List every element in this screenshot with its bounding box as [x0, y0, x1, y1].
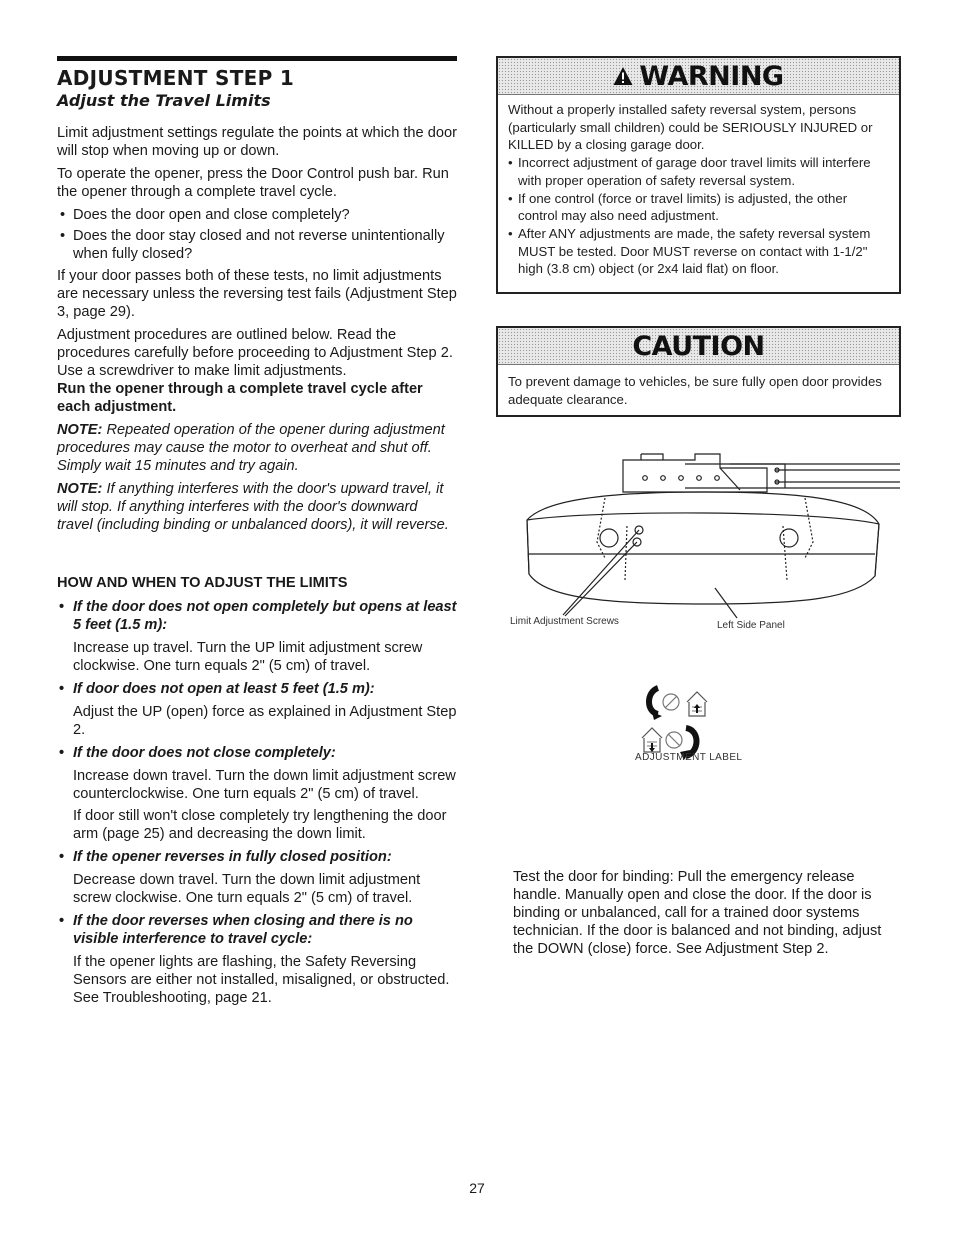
- case-text: If the opener lights are flashing, the Safety Reversing Sensors are either not installed, misaligned, or obstructed. See Troubleshooting, page 21.: [73, 954, 450, 1006]
- list-item: • Does the door stay closed and not reverse unintentionally when fully closed?: [57, 227, 457, 263]
- intro-paragraph: Limit adjustment settings regulate the points at which the door will stop when moving up or down.: [57, 125, 457, 159]
- case-title: • If the door reverses when closing and there is no visible interference to travel cycle:: [57, 912, 457, 948]
- case-reverses-closed: [57, 848, 457, 907]
- procedures-paragraph: Adjustment procedures are outlined below. Read the procedures carefully before proceeding to Adjustment Step 2. Use a screwdriver to make limit adjustments.: [57, 327, 453, 379]
- case-title: • If the door does not close completely:: [57, 744, 457, 762]
- warning-banner: [498, 58, 899, 95]
- adjustment-label-caption: ADJUSTMENT LABEL: [635, 752, 743, 763]
- note-overheat: [57, 421, 457, 475]
- list-item: • After ANY adjustments are made, the safety reversal system MUST be tested. Door MUST reverse on contact with 1-1/2" high (3.8 cm) object (or 2x4 laid flat) on floor.: [508, 225, 889, 278]
- case-text: Increase up travel. Turn the UP limit adjustment screw clockwise. One turn equals 2" (5 cm) of travel.: [73, 640, 423, 674]
- up-adjustment-icon: [649, 688, 707, 720]
- caution-text: [498, 365, 899, 408]
- caution-heading: CAUTION: [632, 330, 765, 362]
- opener-diagram: [505, 440, 905, 640]
- operate-paragraph: To operate the opener, press the Door Control push bar. Run the opener through a complete travel cycle.: [57, 166, 449, 200]
- list-item: • Incorrect adjustment of garage door travel limits will interfere with proper operation of safety reversal system.: [508, 154, 889, 189]
- note-label: NOTE:: [57, 481, 103, 497]
- motor-housing: [527, 492, 879, 604]
- case-text: Decrease down travel. Turn the down limit adjustment screw clockwise. One turn equals 2" (5 cm) of travel.: [73, 872, 421, 906]
- binding-test-text: Test the door for binding: Pull the emergency release handle. Manually open and close the door. If the door is binding or unbalanced, call for a trained door systems technician. If the door is balanced and not binding, adjust the DOWN (close) force. See Adjustment Step 2.: [513, 869, 882, 957]
- bold-instruction: Run the opener through a complete travel cycle after each adjustment.: [57, 381, 423, 415]
- warning-heading: WARNING: [639, 60, 784, 92]
- warning-text: [498, 95, 899, 278]
- note-label: NOTE:: [57, 422, 103, 438]
- case-text: Adjust the UP (open) force as explained in Adjustment Step 2.: [73, 704, 457, 738]
- section-subtitle: Adjust the Travel Limits: [57, 91, 271, 110]
- pass-tests-paragraph: If your door passes both of these tests, no limit adjustments are necessary unless the reversing test fails (Adjustment Step 3, page 29).: [57, 268, 457, 320]
- caution-message: To prevent damage to vehicles, be sure fully open door provides adequate clearance.: [508, 374, 882, 407]
- page-number: 27: [469, 1180, 485, 1196]
- caption-left-side-panel: Left Side Panel: [717, 620, 785, 631]
- case-title: • If door does not open at least 5 feet (1.5 m):: [57, 680, 457, 698]
- list-item: • If one control (force or travel limits) is adjusted, the other control may also need adjustment.: [508, 190, 889, 225]
- how-when-heading: HOW AND WHEN TO ADJUST THE LIMITS: [57, 575, 348, 591]
- case-title: • If the door does not open completely but opens at least 5 feet (1.5 m):: [57, 598, 457, 634]
- mounting-plate: [623, 454, 767, 492]
- caption-limit-screws: Limit Adjustment Screws: [510, 616, 619, 627]
- left-column: [57, 56, 457, 1012]
- note-interference: [57, 480, 457, 534]
- note-text: Repeated operation of the opener during adjustment procedures may cause the motor to overheat and shut off. Simply wait 15 minutes and try again.: [57, 422, 445, 474]
- case-partial-open: [57, 598, 457, 675]
- warning-intro: Without a properly installed safety reversal system, persons (particularly small children) could be SERIOUSLY INJURED or KILLED by a closing garage door.: [508, 102, 873, 153]
- caution-box: [496, 326, 901, 417]
- binding-test-paragraph: [513, 868, 893, 958]
- case-not-open-5ft: [57, 680, 457, 739]
- warning-triangle-icon: [613, 66, 633, 86]
- case-text: If door still won't close completely try lengthening the door arm (page 25) and decreasing the down limit.: [73, 808, 447, 842]
- case-title: • If the opener reverses in fully closed position:: [57, 848, 457, 866]
- caution-banner: [498, 328, 899, 365]
- warning-list: [508, 154, 889, 278]
- test-questions-list: [57, 206, 457, 263]
- section-title: ADJUSTMENT STEP 1: [57, 66, 295, 90]
- note-text: If anything interferes with the door's upward travel, it will stop. If anything interferes with the door's downward travel (including binding or unbalanced doors), it will reverse.: [57, 481, 449, 533]
- case-text: Increase down travel. Turn the down limit adjustment screw counterclockwise. One turn equals 2" (5 cm) of travel.: [73, 768, 456, 802]
- case-reverses-no-interference: [57, 912, 457, 1007]
- case-not-close: [57, 744, 457, 843]
- list-item: • Does the door open and close completely?: [57, 206, 457, 224]
- warning-box: [496, 56, 901, 294]
- section-rule: [57, 56, 457, 61]
